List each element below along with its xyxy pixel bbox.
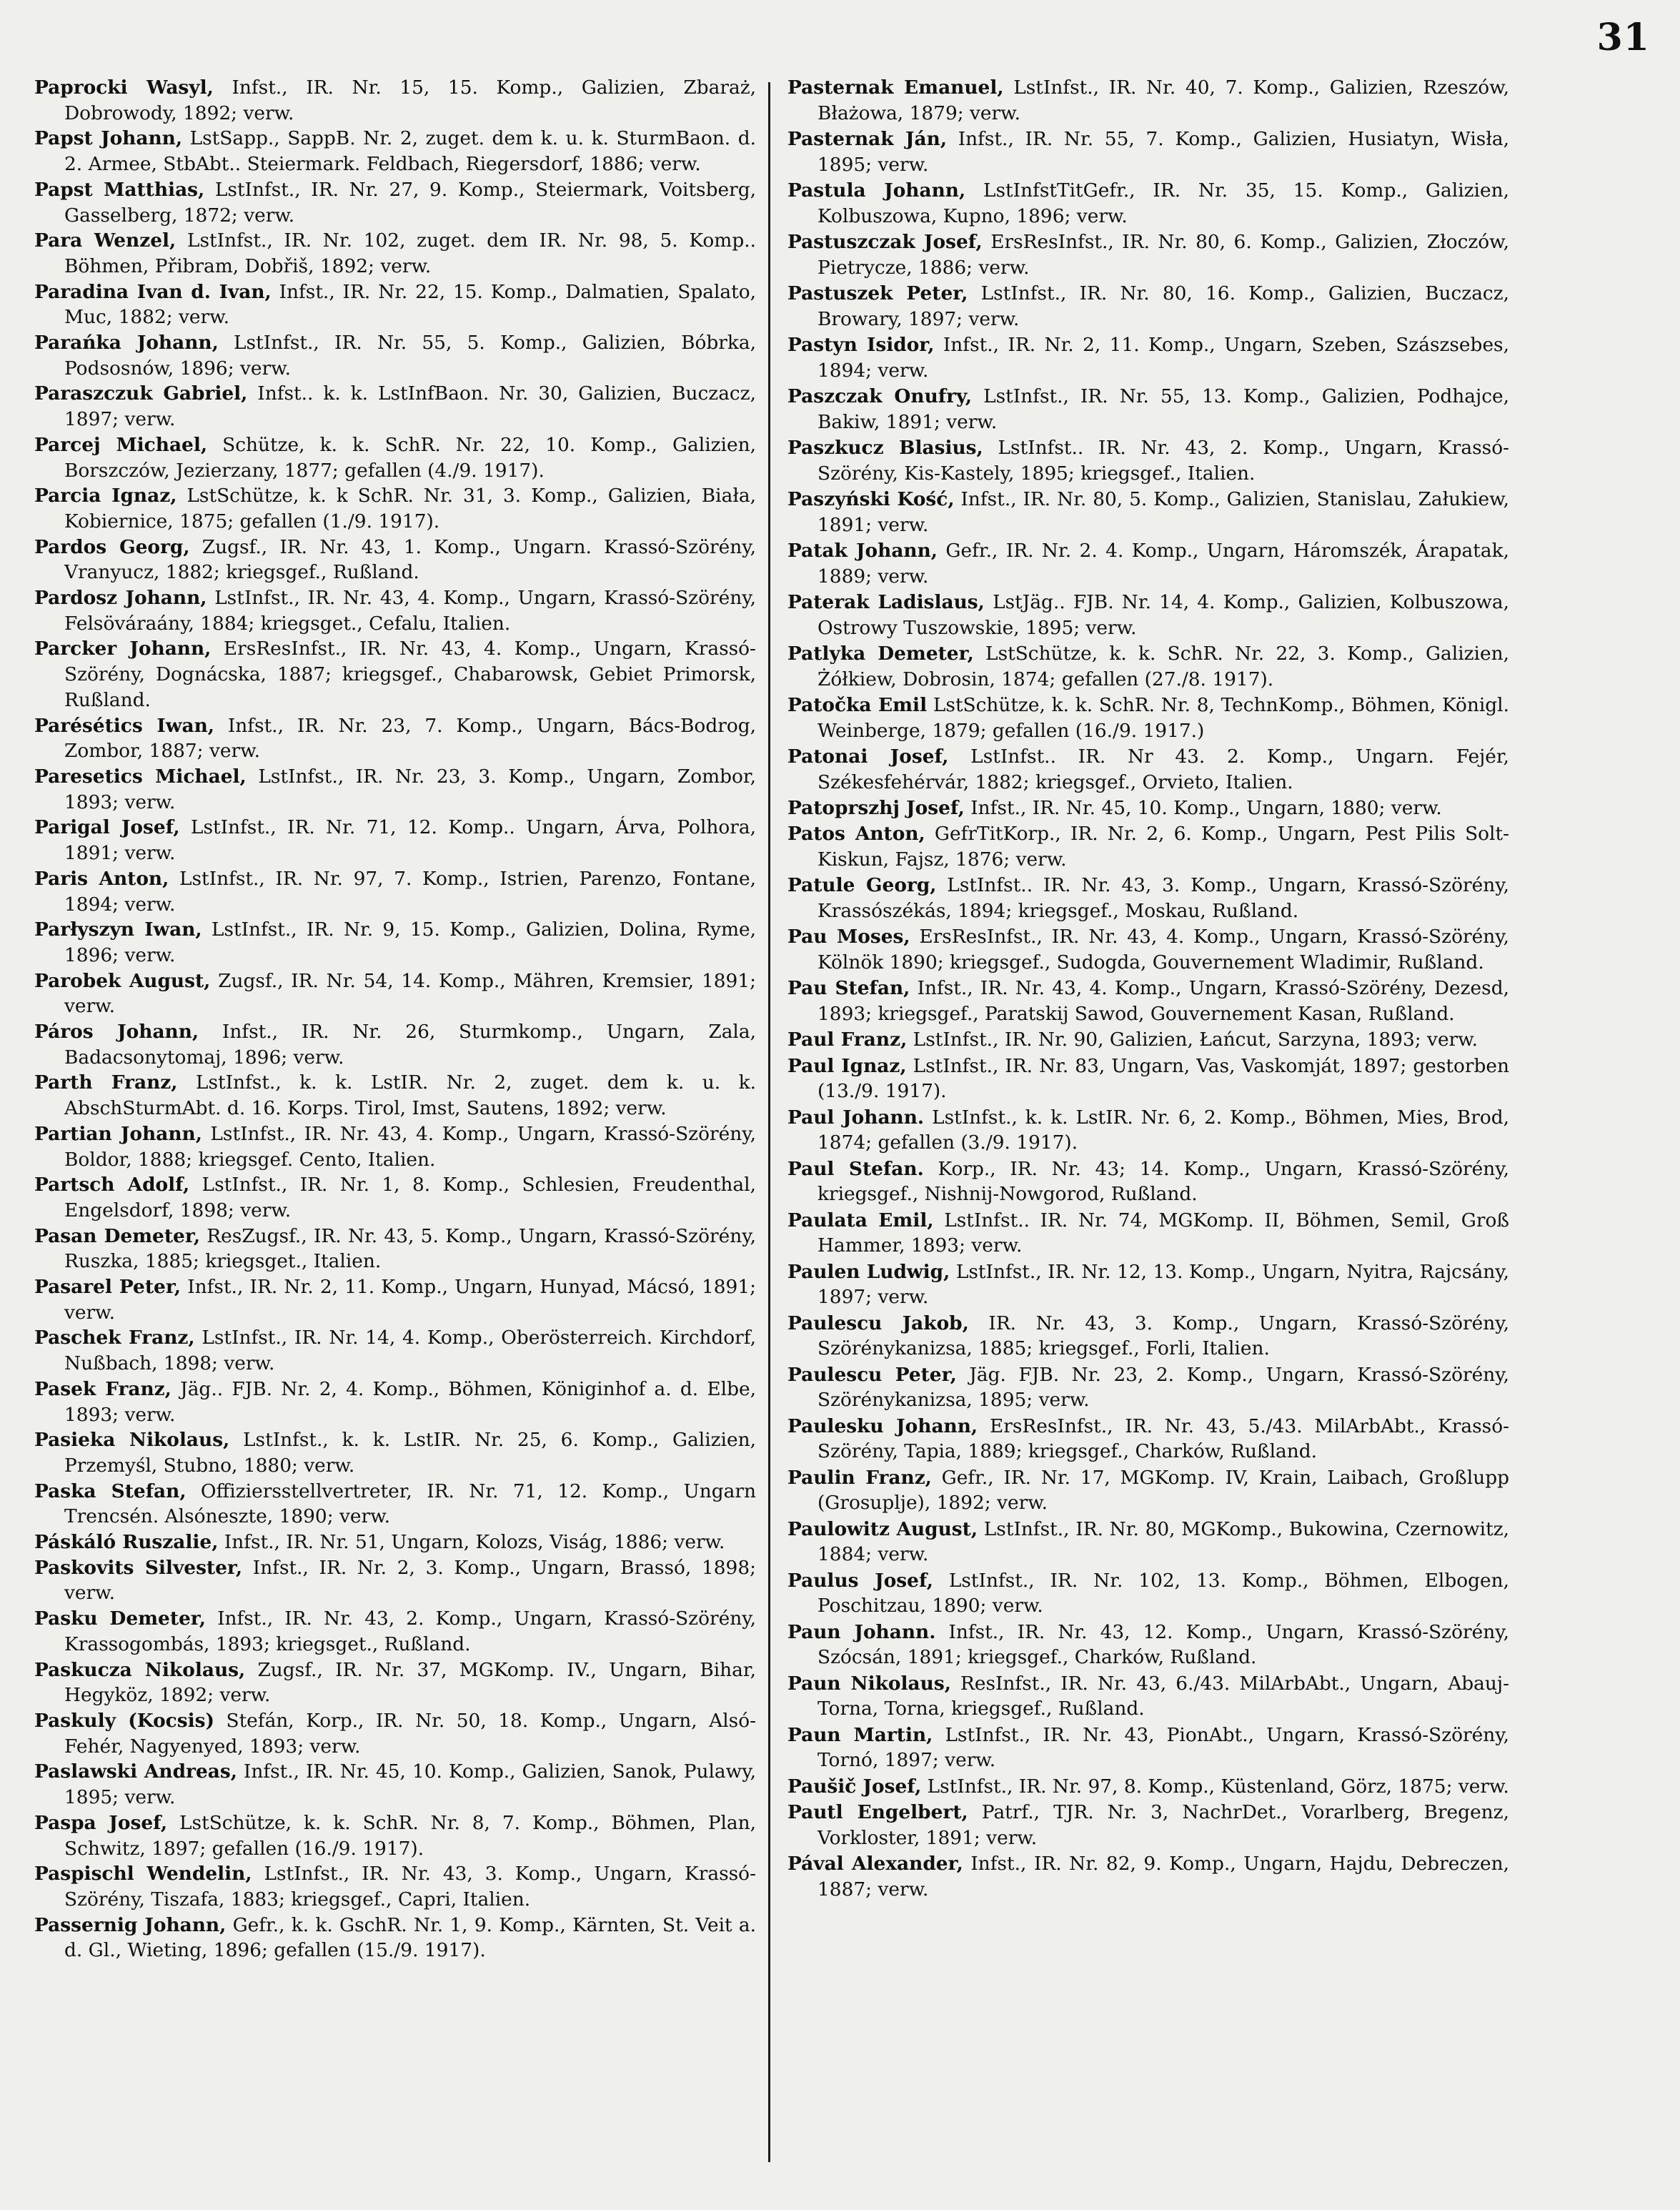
entry-name: Pau Moses, bbox=[787, 926, 910, 948]
entry-name: Patule Georg, bbox=[787, 874, 937, 897]
entry-name: Parésétics Iwan, bbox=[34, 714, 214, 737]
entry-name: Paul Ignaz, bbox=[787, 1054, 907, 1077]
register-entry bbox=[787, 538, 1509, 589]
entry-details: Infst., IR. Nr. 26, Sturmkomp., Ungarn, Zala, Badacsonytomaj, 1896; verw. bbox=[64, 1021, 756, 1069]
entry-name: Pastuszek Peter, bbox=[787, 282, 968, 304]
entry-name: Paulen Ludwig, bbox=[787, 1260, 950, 1283]
entry-name: Parth Franz, bbox=[34, 1071, 178, 1094]
entry-name: Papst Matthias, bbox=[34, 178, 205, 201]
entry-name: Paul Stefan. bbox=[787, 1157, 924, 1180]
register-entry bbox=[787, 693, 1509, 743]
register-entry bbox=[787, 332, 1509, 383]
entry-name: Parcia Ignaz, bbox=[34, 485, 177, 507]
register-entry bbox=[34, 713, 756, 764]
register-entry bbox=[787, 487, 1509, 537]
register-entry bbox=[787, 1774, 1509, 1800]
register-entry bbox=[34, 1759, 756, 1810]
entry-details: Infst., IR. Nr. 22, 15. Komp., Dalmatien, Spalato, Muc, 1882; verw. bbox=[64, 280, 756, 329]
entry-details: LstInfst., IR. Nr. 90, Galizien, Łańcut, Sarzyna, 1893; verw. bbox=[913, 1029, 1478, 1051]
register-entry bbox=[787, 1259, 1509, 1310]
entry-details: LstInfst., k. k. LstIR. Nr. 6, 2. Komp., Böhmen, Mies, Brod, 1874; gefallen (3./9. 1917). bbox=[817, 1106, 1509, 1154]
entry-name: Pasek Franz, bbox=[34, 1377, 172, 1400]
entry-details: LstInfstTitGefr., IR. Nr. 35, 15. Komp., Galizien, Kolbuszowa, Kupno, 1896; verw. bbox=[817, 179, 1509, 227]
entry-name: Paulowitz August, bbox=[787, 1517, 978, 1540]
entry-name: Pasternak Emanuel, bbox=[787, 76, 1004, 99]
entry-details: LstInfst., IR. Nr. 97, 8. Komp., Küstenland, Görz, 1875; verw. bbox=[927, 1775, 1509, 1798]
entry-name: Patos Anton, bbox=[787, 823, 925, 846]
register-entry bbox=[34, 1708, 756, 1759]
entry-name: Paskuly (Kocsis) bbox=[34, 1710, 214, 1732]
entry-details: Infst., IR. Nr. 2, 11. Komp., Ungarn, Szeben, Szászsebes, 1894; verw. bbox=[817, 334, 1509, 382]
register-entry bbox=[787, 178, 1509, 229]
register-entry bbox=[787, 924, 1509, 975]
entry-details: LstInfst., IR. Nr. 102, 13. Komp., Böhmen, Elbogen, Poschitzau, 1890; verw. bbox=[817, 1569, 1510, 1617]
entry-details: Infst., IR. Nr. 82, 9. Komp., Ungarn, Hajdu, Debreczen, 1887; verw. bbox=[817, 1852, 1510, 1901]
entry-details: Infst., IR. Nr. 55, 7. Komp., Galizien, Husiatyn, Wisła, 1895; verw. bbox=[817, 128, 1510, 176]
register-entry bbox=[787, 1723, 1509, 1773]
register-entry bbox=[787, 1517, 1509, 1567]
register-entry bbox=[787, 1465, 1509, 1516]
entry-details: Stefán, Korp., IR. Nr. 50, 18. Komp., Ungarn, Alsó-Fehér, Nagyenyed, 1893; verw. bbox=[64, 1710, 757, 1758]
entry-details: LstInfst., IR. Nr. 9, 15. Komp., Galizien, Dolina, Ryme, 1896; verw. bbox=[64, 918, 756, 966]
register-entry bbox=[787, 1208, 1509, 1259]
entry-name: Paul Johann. bbox=[787, 1106, 925, 1129]
entry-details: Gefr., IR. Nr. 2. 4. Komp., Ungarn, Háromszék, Árapatak, 1889; verw. bbox=[817, 540, 1510, 588]
entry-details: Infst., IR. Nr. 43, 12. Komp., Ungarn, Krassó-Szörény, Szócsán, 1891; kriegsgef., Charków, Rußland. bbox=[817, 1620, 1509, 1669]
entry-name: Paul Franz, bbox=[787, 1029, 908, 1051]
entry-details: Jäg.. FJB. Nr. 2, 4. Komp., Böhmen, Königinhof a. d. Elbe, 1893; verw. bbox=[64, 1377, 757, 1426]
entry-details: Gefr., k. k. GschR. Nr. 1, 9. Komp., Kärnten, St. Veit a. d. Gl., Wieting, 1896; gefallen (15./9. 1917). bbox=[64, 1913, 756, 1962]
register-entry bbox=[787, 641, 1509, 692]
register-entry bbox=[787, 75, 1509, 126]
register-entry bbox=[34, 1019, 756, 1070]
entry-name: Paun Nikolaus, bbox=[787, 1672, 951, 1695]
register-entry bbox=[34, 330, 756, 381]
register-entry bbox=[787, 1105, 1509, 1156]
entry-details: LstSapp., SappB. Nr. 2, zuget. dem k. u. k. SturmBaon. d. 2. Armee, StbAbt.. Steiermark. Feldbach, Riegersdorf, 1886; verw. bbox=[64, 127, 756, 176]
entry-details: ErsResInfst., IR. Nr. 43, 4. Komp., Ungarn, Krassó-Szörény, Kölnök 1890; kriegsgef., Sudogda, Gouvernement Wladimir, Rußland. bbox=[817, 926, 1509, 973]
entry-details: IR. Nr. 43, 3. Komp., Ungarn, Krassó-Szörény, Szörénykanizsa, 1885; kriegsgef., Forli, Italien. bbox=[817, 1312, 1510, 1360]
register-entry bbox=[787, 1568, 1509, 1619]
register-entry bbox=[787, 1311, 1509, 1362]
entry-name: Patlyka Demeter, bbox=[787, 643, 974, 665]
entry-name: Paulus Josef, bbox=[787, 1569, 933, 1592]
entry-details: Infst., IR. Nr. 43, 2. Komp., Ungarn, Krassó-Szörény, Krassogombás, 1893; kriegsget., Rußland. bbox=[64, 1607, 757, 1655]
entry-name: Paszyński Kość, bbox=[787, 488, 955, 510]
page-number: 31 bbox=[1596, 16, 1650, 59]
entry-details: LstInfst., IR. Nr. 27, 9. Komp., Steiermark, Voitsberg, Gasselberg, 1872; verw. bbox=[64, 178, 756, 227]
entry-name: Parcker Johann, bbox=[34, 638, 212, 660]
entry-details: LstInfst., IR. Nr. 55, 5. Komp., Galizien, Bóbrka, Podsosnów, 1896; verw. bbox=[64, 332, 756, 380]
entry-name: Patoprszhj Josef, bbox=[787, 797, 965, 819]
entry-name: Para Wenzel, bbox=[34, 229, 177, 252]
entry-name: Pastuszczak Josef, bbox=[787, 231, 983, 253]
register-entry bbox=[787, 1156, 1509, 1207]
entry-details: Infst., IR. Nr. 45, 10. Komp., Galizien, Sanok, Pulawy, 1895; verw. bbox=[64, 1760, 757, 1809]
register-entry bbox=[34, 1658, 756, 1708]
register-entry bbox=[34, 764, 756, 815]
register-entry bbox=[34, 126, 756, 177]
entry-name: Pasarel Peter, bbox=[34, 1276, 181, 1299]
register-entry bbox=[787, 1414, 1509, 1465]
register-entry bbox=[34, 1377, 756, 1427]
register-entry bbox=[787, 1800, 1509, 1850]
register-entry bbox=[34, 1172, 756, 1223]
register-entry bbox=[787, 435, 1509, 486]
register-entry bbox=[34, 279, 756, 330]
register-entry bbox=[34, 585, 756, 636]
register-entry bbox=[787, 590, 1509, 640]
register-entry bbox=[34, 483, 756, 534]
register-entry bbox=[34, 75, 756, 126]
register-entry bbox=[34, 1427, 756, 1478]
entry-name: Pardosz Johann, bbox=[34, 587, 207, 610]
entry-details: Infst.. k. k. LstInfBaon. Nr. 30, Galizien, Buczacz, 1897; verw. bbox=[64, 382, 757, 431]
entry-details: LstInfst., IR. Nr. 23, 3. Komp., Ungarn, Zombor, 1893; verw. bbox=[64, 765, 756, 813]
entry-details: LstInfst., IR. Nr. 43, PionAbt., Ungarn, Krassó-Szörény, Tornó, 1897; verw. bbox=[817, 1723, 1510, 1772]
entry-details: LstInfst., IR. Nr. 43, 4. Komp., Ungarn, Krassó-Szörény, Felsöváraány, 1884; kriegsget., Cefalu, Italien. bbox=[64, 587, 756, 635]
register-entry bbox=[34, 1913, 756, 1963]
entry-details: Infst., IR. Nr. 51, Ungarn, Kolozs, Viság, 1886; verw. bbox=[224, 1531, 725, 1554]
entry-name: Partian Johann, bbox=[34, 1122, 202, 1145]
entry-name: Páros Johann, bbox=[34, 1021, 199, 1044]
entry-details: Gefr., IR. Nr. 17, MGKomp. IV, Krain, Laibach, Großlupp (Grosuplje), 1892; verw. bbox=[817, 1466, 1509, 1515]
register-entry bbox=[34, 1555, 756, 1606]
register-entry bbox=[34, 432, 756, 483]
entry-name: Pastyn Isidor, bbox=[787, 334, 935, 356]
register-entry bbox=[34, 1121, 756, 1172]
entry-name: Parigal Josef, bbox=[34, 816, 180, 839]
entry-details: Infst., IR. Nr. 43, 4. Komp., Ungarn, Krassó-Szörény, Dezesd, 1893; kriegsgef., Paratskij Sawod, Gouvernement Kasan, Rußland. bbox=[817, 977, 1509, 1025]
register-entry bbox=[787, 873, 1509, 923]
register-entry bbox=[34, 815, 756, 866]
column-divider bbox=[768, 82, 770, 2162]
entry-details: LstInfst., IR. Nr. 80, MGKomp., Bukowina, Czernowitz, 1884; verw. bbox=[817, 1517, 1509, 1566]
entry-details: Schütze, k. k. SchR. Nr. 22, 10. Komp., Galizien, Borszczów, Jezierzany, 1877; gefallen (4./9. 1917). bbox=[64, 433, 756, 482]
entry-name: Paun Martin, bbox=[787, 1723, 933, 1746]
entry-name: Páskáló Ruszalie, bbox=[34, 1531, 219, 1554]
entry-details: Infst., IR. Nr. 23, 7. Komp., Ungarn, Bács-Bodrog, Zombor, 1887; verw. bbox=[64, 714, 756, 763]
entry-details: LstInfst.. IR. Nr. 43, 3. Komp., Ungarn, Krassó-Szörény, Krassószékás, 1894; kriegsgef., Moskau, Rußland. bbox=[817, 874, 1509, 922]
entry-name: Patonai Josef, bbox=[787, 745, 949, 768]
entry-name: Paresetics Michael, bbox=[34, 765, 247, 788]
register-entry bbox=[34, 866, 756, 917]
register-entry bbox=[787, 744, 1509, 795]
entry-name: Pastula Johann, bbox=[787, 179, 966, 202]
entry-name: Patak Johann, bbox=[787, 540, 938, 562]
register-entry bbox=[34, 1810, 756, 1861]
entry-name: Paschek Franz, bbox=[34, 1327, 195, 1349]
entry-name: Paulata Emil, bbox=[787, 1209, 934, 1232]
entry-details: LstInfst., IR. Nr. 43, 4. Komp., Ungarn, Krassó-Szörény, Boldor, 1888; kriegsgef. Cento, Italien. bbox=[64, 1122, 756, 1171]
entry-details: Infst., IR. Nr. 45, 10. Komp., Ungarn, 1880; verw. bbox=[970, 797, 1442, 819]
register-entry bbox=[787, 1362, 1509, 1413]
entry-details: Zugsf., IR. Nr. 54, 14. Komp., Mähren, Kremsier, 1891; verw. bbox=[64, 969, 756, 1018]
entry-details: ErsResInfst., IR. Nr. 43, 5./43. MilArbAbt., Krassó-Szörény, Tapia, 1889; kriegsgef., Charków, Rußland. bbox=[817, 1414, 1510, 1463]
entry-details: LstInfst., IR. Nr. 1, 8. Komp., Schlesien, Freudenthal, Engelsdorf, 1898; verw. bbox=[64, 1174, 756, 1222]
entry-details: LstSchütze, k. k SchR. Nr. 31, 3. Komp., Galizien, Biała, Kobiernice, 1875; gefallen (1./9. 1917). bbox=[64, 485, 757, 532]
register-entry bbox=[34, 1224, 756, 1274]
entry-details: Korp., IR. Nr. 43; 14. Komp., Ungarn, Krassó-Szörény, kriegsgef., Nishnij-Nowgorod, Rußland. bbox=[817, 1157, 1509, 1206]
entry-name: Pasku Demeter, bbox=[34, 1607, 206, 1630]
entry-name: Paslawski Andreas, bbox=[34, 1760, 237, 1783]
entry-details: LstJäg.. FJB. Nr. 14, 4. Komp., Galizien, Kolbuszowa, Ostrowy Tuszowskie, 1895; verw. bbox=[817, 591, 1510, 639]
register-entry bbox=[34, 535, 756, 585]
entry-name: Pardos Georg, bbox=[34, 535, 190, 558]
register-entry bbox=[787, 281, 1509, 332]
entry-details: LstSchütze, k. k. SchR. Nr. 8, TechnKomp., Böhmen, Königl. Weinberge, 1879; gefallen (16./9. 1917.) bbox=[817, 694, 1510, 742]
entry-details: Zugsf., IR. Nr. 37, MGKomp. IV., Ungarn, Bihar, Hegyköz, 1892; verw. bbox=[64, 1658, 756, 1707]
entry-details: LstInfst., IR. Nr. 14, 4. Komp., Oberösterreich. Kirchdorf, Nußbach, 1898; verw. bbox=[64, 1327, 756, 1375]
entry-details: LstInfst.. IR. Nr 43. 2. Komp., Ungarn. Fejér, Székesfehérvár, 1882; kriegsgef., Orvieto, Italien. bbox=[817, 745, 1509, 793]
register-entry bbox=[787, 821, 1509, 872]
entry-name: Passernig Johann, bbox=[34, 1913, 227, 1936]
entry-name: Parobek August, bbox=[34, 969, 211, 992]
register-entry bbox=[34, 968, 756, 1019]
register-entry bbox=[34, 1274, 756, 1325]
register-entry bbox=[34, 1325, 756, 1376]
entry-details: Zugsf., IR. Nr. 43, 1. Komp., Ungarn. Krassó-Szörény, Vranyucz, 1882; kriegsgef., Rußland. bbox=[64, 535, 756, 584]
entry-details: LstInfst., IR. Nr. 71, 12. Komp.. Ungarn, Árva, Polhora, 1891; verw. bbox=[64, 816, 756, 865]
entry-name: Pau Stefan, bbox=[787, 977, 910, 1000]
entry-name: Paspischl Wendelin, bbox=[34, 1863, 252, 1886]
entry-details: LstInfst., IR. Nr. 80, 16. Komp., Galizien, Buczacz, Browary, 1897; verw. bbox=[817, 282, 1510, 330]
entry-name: Patočka Emil bbox=[787, 694, 928, 716]
left-column bbox=[34, 75, 756, 1963]
entry-details: ErsResInfst., IR. Nr. 43, 4. Komp., Ungarn, Krassó-Szörény, Dognácska, 1887; kriegsgef., Chabarowsk, Gebiet Primorsk, Rußland. bbox=[64, 638, 756, 711]
entry-name: Pasieka Nikolaus, bbox=[34, 1429, 230, 1452]
entry-details: Jäg. FJB. Nr. 23, 2. Komp., Ungarn, Krassó-Szörény, Szörénykanizsa, 1895; verw. bbox=[817, 1363, 1509, 1412]
entry-name: Paun Johann. bbox=[787, 1620, 936, 1643]
register-entry bbox=[34, 1479, 756, 1530]
register-entry bbox=[787, 1851, 1509, 1902]
register-entry bbox=[34, 1070, 756, 1121]
register-entry bbox=[787, 1620, 1509, 1670]
entry-name: Parłyszyn Iwan, bbox=[34, 918, 202, 941]
entry-name: Paskovits Silvester, bbox=[34, 1556, 243, 1579]
register-entry bbox=[787, 229, 1509, 280]
entry-name: Parańka Johann, bbox=[34, 332, 219, 355]
register-entry bbox=[787, 976, 1509, 1026]
entry-details: LstInfst., IR. Nr. 43, 3. Komp., Ungarn, Krassó-Szörény, Tiszafa, 1883; kriegsgef., Capri, Italien. bbox=[64, 1863, 756, 1911]
entry-details: Patrf., TJR. Nr. 3, NachrDet., Vorarlberg, Bregenz, Vorkloster, 1891; verw. bbox=[817, 1800, 1509, 1849]
entry-details: LstInfst.. IR. Nr. 74, MGKomp. II, Böhmen, Semil, Groß Hammer, 1893; verw. bbox=[817, 1209, 1509, 1257]
entry-details: Infst., IR. Nr. 15, 15. Komp., Galizien, Zbaraż, Dobrowody, 1892; verw. bbox=[64, 76, 756, 124]
entry-name: Paraszczuk Gabriel, bbox=[34, 382, 248, 405]
register-entry bbox=[34, 1530, 756, 1555]
entry-name: Pasternak Ján, bbox=[787, 128, 948, 150]
entry-name: Paterak Ladislaus, bbox=[787, 591, 985, 613]
entry-name: Pasan Demeter, bbox=[34, 1224, 201, 1247]
register-entry bbox=[34, 636, 756, 713]
register-entry bbox=[787, 1671, 1509, 1722]
entry-name: Paszczak Onufry, bbox=[787, 385, 973, 407]
entry-name: Pával Alexander, bbox=[787, 1852, 963, 1875]
entry-name: Paris Anton, bbox=[34, 867, 169, 890]
entry-name: Paszkucz Blasius, bbox=[787, 437, 983, 459]
register-entry bbox=[787, 1054, 1509, 1104]
entry-name: Paušič Josef, bbox=[787, 1775, 922, 1798]
entry-details: LstInfst., IR. Nr. 83, Ungarn, Vas, Vaskomját, 1897; gestorben (13./9. 1917). bbox=[817, 1054, 1509, 1103]
register-entry bbox=[34, 1606, 756, 1657]
entry-name: Paulesku Johann, bbox=[787, 1414, 978, 1437]
entry-name: Papst Johann, bbox=[34, 127, 183, 150]
entry-name: Paprocki Wasyl, bbox=[34, 76, 214, 99]
entry-details: ResInfst., IR. Nr. 43, 6./43. MilArbAbt., Ungarn, Abauj-Torna, Torna, kriegsgef., Rußland. bbox=[817, 1672, 1509, 1720]
entry-details: LstInfst., IR. Nr. 55, 13. Komp., Galizien, Podhajce, Bakiw, 1891; verw. bbox=[817, 385, 1510, 433]
entry-details: LstInfst., k. k. LstIR. Nr. 2, zuget. dem k. u. k. AbschSturmAbt. d. 16. Korps. Tirol, Imst, Sautens, 1892; verw. bbox=[64, 1071, 757, 1120]
entry-details: LstInfst., IR. Nr. 97, 7. Komp., Istrien, Parenzo, Fontane, 1894; verw. bbox=[64, 867, 757, 916]
right-column bbox=[787, 75, 1509, 1903]
register-entry bbox=[34, 917, 756, 968]
entry-details: LstSchütze, k. k. SchR. Nr. 22, 3. Komp., Galizien, Żółkiew, Dobrosin, 1874; gefallen (27./8. 1917). bbox=[817, 643, 1510, 690]
entry-details: Infst., IR. Nr. 2, 3. Komp., Ungarn, Brassó, 1898; verw. bbox=[64, 1556, 756, 1605]
entry-details: Offiziersstellvertreter, IR. Nr. 71, 12. Komp., Ungarn Trencsén. Alsóneszte, 1890; verw. bbox=[64, 1480, 756, 1528]
register-entry bbox=[787, 1027, 1509, 1053]
entry-details: GefrTitKorp., IR. Nr. 2, 6. Komp., Ungarn, Pest Pilis Solt-Kiskun, Fajsz, 1876; verw. bbox=[817, 823, 1510, 871]
entry-details: Infst., IR. Nr. 2, 11. Komp., Ungarn, Hunyad, Mácsó, 1891; verw. bbox=[64, 1276, 757, 1324]
register-entry bbox=[787, 384, 1509, 435]
register-entry bbox=[787, 127, 1509, 177]
entry-name: Paulescu Peter, bbox=[787, 1363, 957, 1386]
register-entry bbox=[34, 228, 756, 279]
entry-details: LstInfst., IR. Nr. 40, 7. Komp., Galizien, Rzeszów, Błażowa, 1879; verw. bbox=[817, 76, 1509, 124]
entry-name: Paulin Franz, bbox=[787, 1466, 932, 1489]
entry-name: Pautl Engelbert, bbox=[787, 1800, 968, 1823]
register-entry bbox=[787, 796, 1509, 821]
entry-details: LstInfst., IR. Nr. 102, zuget. dem IR. Nr. 98, 5. Komp.. Böhmen, Přibram, Dobřiš, 1892; verw. bbox=[64, 229, 756, 277]
register-entry bbox=[34, 381, 756, 432]
entry-name: Parcej Michael, bbox=[34, 433, 208, 456]
entry-details: LstInfst., k. k. LstIR. Nr. 25, 6. Komp., Galizien, Przemyśl, Stubno, 1880; verw. bbox=[64, 1429, 756, 1477]
entry-details: ErsResInfst., IR. Nr. 80, 6. Komp., Galizien, Złoczów, Pietrycze, 1886; verw. bbox=[817, 231, 1510, 279]
entry-details: LstSchütze, k. k. SchR. Nr. 8, 7. Komp., Böhmen, Plan, Schwitz, 1897; gefallen (16./9. 1917). bbox=[64, 1811, 757, 1860]
entry-details: LstInfst.. IR. Nr. 43, 2. Komp., Ungarn, Krassó-Szörény, Kis-Kastely, 1895; kriegsgef., Italien. bbox=[817, 437, 1510, 485]
entry-details: ResZugsf., IR. Nr. 43, 5. Komp., Ungarn, Krassó-Szörény, Ruszka, 1885; kriegsget., Italien. bbox=[64, 1224, 756, 1273]
entry-name: Paskucza Nikolaus, bbox=[34, 1658, 246, 1681]
entry-name: Paradina Ivan d. Ivan, bbox=[34, 280, 272, 303]
entry-name: Paulescu Jakob, bbox=[787, 1312, 969, 1334]
entry-details: Infst., IR. Nr. 80, 5. Komp., Galizien, Stanislau, Załukiew, 1891; verw. bbox=[817, 488, 1510, 536]
register-entry bbox=[34, 1861, 756, 1912]
entry-name: Paspa Josef, bbox=[34, 1811, 168, 1834]
entry-name: Partsch Adolf, bbox=[34, 1174, 190, 1196]
entry-name: Paska Stefan, bbox=[34, 1480, 187, 1502]
register-entry bbox=[34, 177, 756, 228]
entry-details: LstInfst., IR. Nr. 12, 13. Komp., Ungarn, Nyitra, Rajcsány, 1897; verw. bbox=[817, 1260, 1510, 1309]
